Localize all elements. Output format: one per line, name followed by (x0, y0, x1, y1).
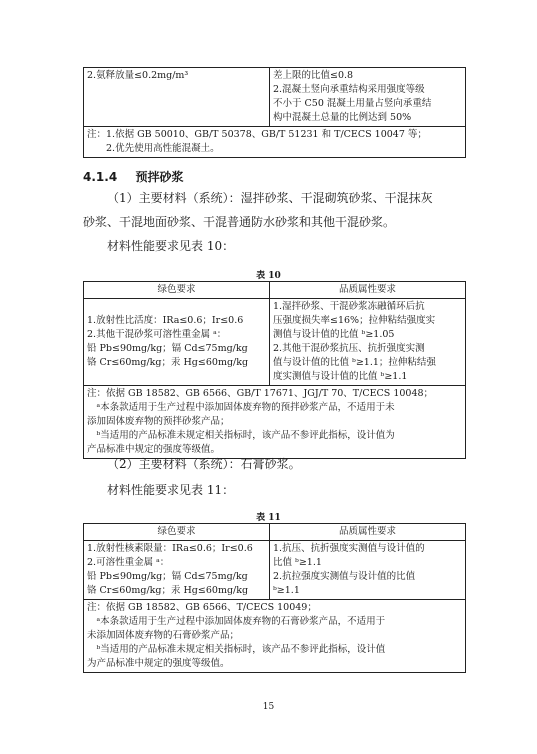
column-header: 品质属性要求 (270, 282, 466, 299)
cell-line: 2.可溶性重金属 ᵃ： (87, 557, 170, 568)
cell-line: 铅 Pb≤90mg/kg；镉 Cd≤75mg/kg (87, 571, 248, 582)
green-cell (84, 299, 270, 386)
table-caption: 表 11 (256, 513, 281, 523)
cell-line: 测值与设计值的比值 ᵇ≥1.05 (273, 329, 395, 340)
paragraph: 材料性能要求见表 10： (107, 239, 235, 253)
note-line: ᵃ本条款适用于生产过程中添加固体废弃物的石膏砂浆产品，不适用于 (87, 616, 386, 627)
note-line: 2.优先使用高性能混凝土。 (87, 143, 220, 154)
column-header: 绿色要求 (84, 282, 270, 299)
cell-line: 2.其他干混砂浆抗压、抗折强度实测 (273, 343, 425, 354)
note-cell (84, 600, 466, 673)
column-header: 品质属性要求 (270, 524, 466, 541)
note-line: 为产品标准中规定的强度等级值。 (87, 658, 230, 669)
table-note-row (84, 600, 466, 673)
paragraph-line: （1）主要材料（系统）：湿拌砂浆、干混砌筑砂浆、干混抹灰 (107, 191, 433, 205)
note-line: 产品标准中规定的强度等级值。 (87, 444, 221, 455)
cell-line: 1.湿拌砂浆、干混砂浆冻融循环后抗 (273, 301, 425, 312)
green-cell (84, 541, 270, 600)
note-line: 注：依据 GB 18582、GB 6566、T/CECS 10049； (87, 602, 317, 613)
green-cell (84, 68, 270, 127)
section-number: 4.1.4 (83, 170, 118, 184)
quality-cell (270, 68, 466, 127)
continued-table (83, 67, 466, 158)
table-header-row (84, 524, 466, 541)
paragraph-line: 砂浆、干混地面砂浆、干混普通防水砂浆和其他干混砂浆。 (83, 215, 396, 229)
cell-line: 构中混凝土总量的比例达到 50% (273, 112, 412, 123)
cell-line: 值与设计值的比值 ᵇ≥1.1；拉伸粘结强 (273, 357, 436, 368)
table-row (84, 299, 466, 386)
note-cell (84, 386, 466, 459)
cell-line: 铬 Cr≤60mg/kg；汞 Hg≤60mg/kg (87, 357, 249, 368)
note-line: 注：依据 GB 18582、GB 6566、GB/T 17671、JGJ/T 70、T/CECS 10048； (87, 388, 434, 399)
cell-line: 1.放射性核素限量：IRa≤0.6；Ir≤0.6 (87, 543, 253, 554)
column-header: 绿色要求 (84, 524, 270, 541)
cell-line: 铅 Pb≤90mg/kg；镉 Cd≤75mg/kg (87, 343, 248, 354)
note-cell (84, 127, 466, 158)
paragraph: （2）主要材料（系统）：石膏砂浆。 (107, 457, 301, 471)
note-line: ᵇ当适用的产品标准未规定相关指标时，该产品不参评此指标，设计值为 (87, 430, 395, 441)
table-row (84, 541, 466, 600)
note-line: 添加固体废弃物的预拌砂浆产品； (87, 416, 230, 427)
cell-line: 差上限的比值≤0.8 (273, 70, 354, 81)
cell-line: 1.放射性比活度：IRa≤0.6；Ir≤0.6 (87, 315, 244, 326)
table-note-row (84, 127, 466, 158)
section-heading (83, 168, 184, 185)
cell-line: 不小于 C50 混凝土用量占竖向承重结 (273, 98, 432, 109)
paragraph: 材料性能要求见表 11： (107, 483, 235, 497)
table-row (84, 68, 466, 127)
cell-line: 2.氨释放量≤0.2mg/m³ (87, 70, 189, 81)
cell-line: 2.抗拉强度实测值与设计值的比值 (273, 571, 416, 582)
table-10 (83, 281, 466, 459)
cell-line: 1.抗压、抗折强度实测值与设计值的 (273, 543, 425, 554)
table-caption: 表 10 (256, 271, 281, 281)
cell-line: 压强度损失率≤16%；拉伸粘结强度实 (273, 315, 436, 326)
note-line: 未添加固体废弃物的石膏砂浆产品； (87, 630, 240, 641)
cell-line: 2.混凝土竖向承重结构采用强度等级 (273, 84, 425, 95)
cell-line: 比值 ᵇ≥1.1 (273, 557, 322, 568)
cell-line: ᵇ≥1.1 (273, 585, 300, 596)
table-header-row (84, 282, 466, 299)
quality-cell (270, 541, 466, 600)
section-title: 预拌砂浆 (135, 170, 184, 184)
page-number: 15 (262, 702, 275, 712)
cell-line: 铬 Cr≤60mg/kg；汞 Hg≤60mg/kg (87, 585, 249, 596)
cell-line: 度实测值与设计值的比值 ᵇ≥1.1 (273, 371, 408, 382)
note-line: ᵃ本条款适用于生产过程中添加固体废弃物的预拌砂浆产品，不适用于未 (87, 402, 395, 413)
quality-cell (270, 299, 466, 386)
table-note-row (84, 386, 466, 459)
table-11 (83, 523, 466, 673)
cell-line: 2.其他干混砂浆可溶性重金属 ᵃ： (87, 329, 227, 340)
note-line: 注：1.依据 GB 50010、GB/T 50378、GB/T 51231 和 T/CECS 10047 等； (87, 129, 427, 140)
note-line: ᵇ当适用的产品标准未规定相关指标时，该产品不参评此指标，设计值 (87, 644, 386, 655)
